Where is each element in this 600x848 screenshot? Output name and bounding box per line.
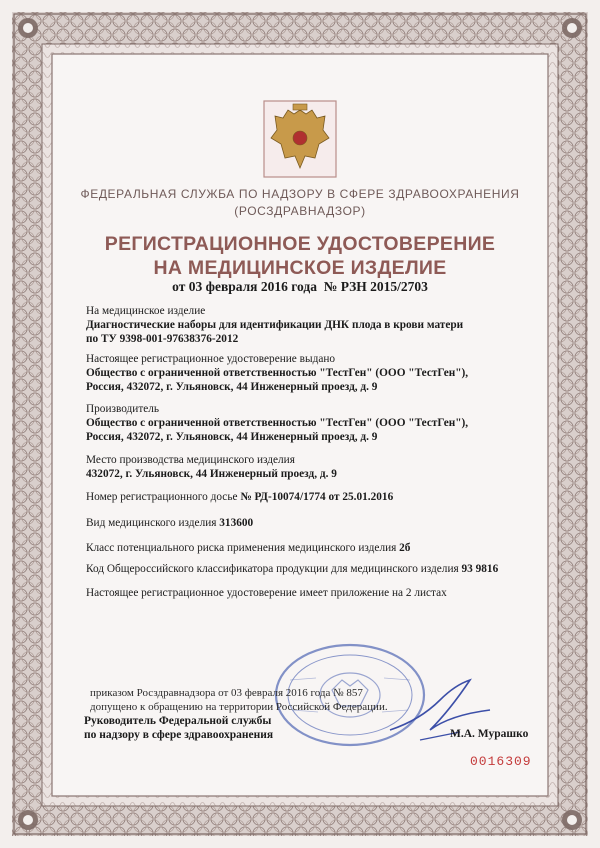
appendix-text: Настоящее регистрационное удостоверение имеет приложение на 2 листах	[86, 587, 447, 599]
number-sign: №	[323, 279, 338, 294]
device-label: На медицинское изделие	[86, 305, 206, 317]
risk-class-value: 2б	[399, 542, 411, 554]
production-site-section	[86, 453, 526, 481]
device-line-1: Диагностические наборы для идентификации ДНК плода в крови матери	[86, 319, 464, 331]
device-line-2: по ТУ 9398-001-97638376-2012	[86, 333, 239, 345]
serial-number: 0016309	[470, 754, 532, 769]
appendix-section	[86, 586, 526, 600]
order-line-1: приказом Росздравнадзора от 03 февраля 2016 года № 857	[90, 687, 363, 699]
title-line-2: НА МЕДИЦИНСКОЕ ИЗДЕЛИЕ	[153, 257, 447, 279]
okp-label: Код Общероссийского классификатора продукции для медицинского изделия	[86, 563, 459, 575]
issued-to-line-2: Россия, 432072, г. Ульяновск, 44 Инженерный проезд, д. 9	[86, 381, 378, 393]
dossier-value: № РД-10074/1774 от 25.01.2016	[240, 491, 394, 503]
order-text	[90, 686, 388, 714]
issued-to-line-1: Общество с ограниченной ответственностью "ТестГен" (ООО "ТестГен"),	[86, 367, 469, 379]
manufacturer-line-2: Россия, 432072, г. Ульяновск, 44 Инженерный проезд, д. 9	[86, 431, 378, 443]
device-section	[86, 304, 526, 346]
head-position	[84, 714, 273, 742]
document-title	[60, 232, 540, 280]
title-line-1: РЕГИСТРАЦИОННОЕ УДОСТОВЕРЕНИЕ	[104, 233, 496, 255]
issued-to-label: Настоящее регистрационное удостоверение выдано	[86, 353, 336, 365]
manufacturer-line-1: Общество с ограниченной ответственностью "ТестГен" (ООО "ТестГен"),	[86, 417, 469, 429]
agency-name	[60, 186, 540, 220]
order-line-2: допущено к обращению на территории Российской Федерации.	[90, 701, 388, 713]
issue-date: 03 февраля 2016 года	[188, 279, 317, 294]
dossier-section	[86, 490, 526, 504]
risk-class-label: Класс потенциального риска применения медицинского изделия	[86, 542, 397, 554]
head-line-2: по надзору в сфере здравоохранения	[84, 729, 274, 741]
manufacturer-section	[86, 402, 526, 444]
coat-of-arms-emblem	[263, 100, 337, 178]
dossier-label: Номер регистрационного досье	[86, 491, 238, 503]
head-line-1: Руководитель Федеральной службы	[84, 715, 272, 727]
date-prefix: от	[172, 279, 186, 294]
issued-to-section	[86, 352, 526, 394]
manufacturer-label: Производитель	[86, 403, 160, 415]
device-type-section	[86, 516, 526, 530]
date-number-line	[60, 279, 540, 295]
device-type-value: 313600	[219, 517, 254, 529]
registration-number: РЗН 2015/2703	[340, 279, 428, 294]
device-type-label: Вид медицинского изделия	[86, 517, 217, 529]
agency-line-2: (РОСЗДРАВНАДЗОР)	[234, 204, 366, 218]
agency-line-1: ФЕДЕРАЛЬНАЯ СЛУЖБА ПО НАДЗОРУ В СФЕРЕ ЗДРАВООХРАНЕНИЯ	[80, 187, 520, 201]
okp-section	[86, 562, 526, 576]
signer-name: М.А. Мурашко	[450, 728, 529, 740]
production-site-label: Место производства медицинского изделия	[86, 454, 295, 466]
risk-class-section	[86, 541, 526, 555]
okp-value: 93 9816	[461, 563, 499, 575]
production-site-line-1: 432072, г. Ульяновск, 44 Инженерный проезд, д. 9	[86, 468, 337, 480]
